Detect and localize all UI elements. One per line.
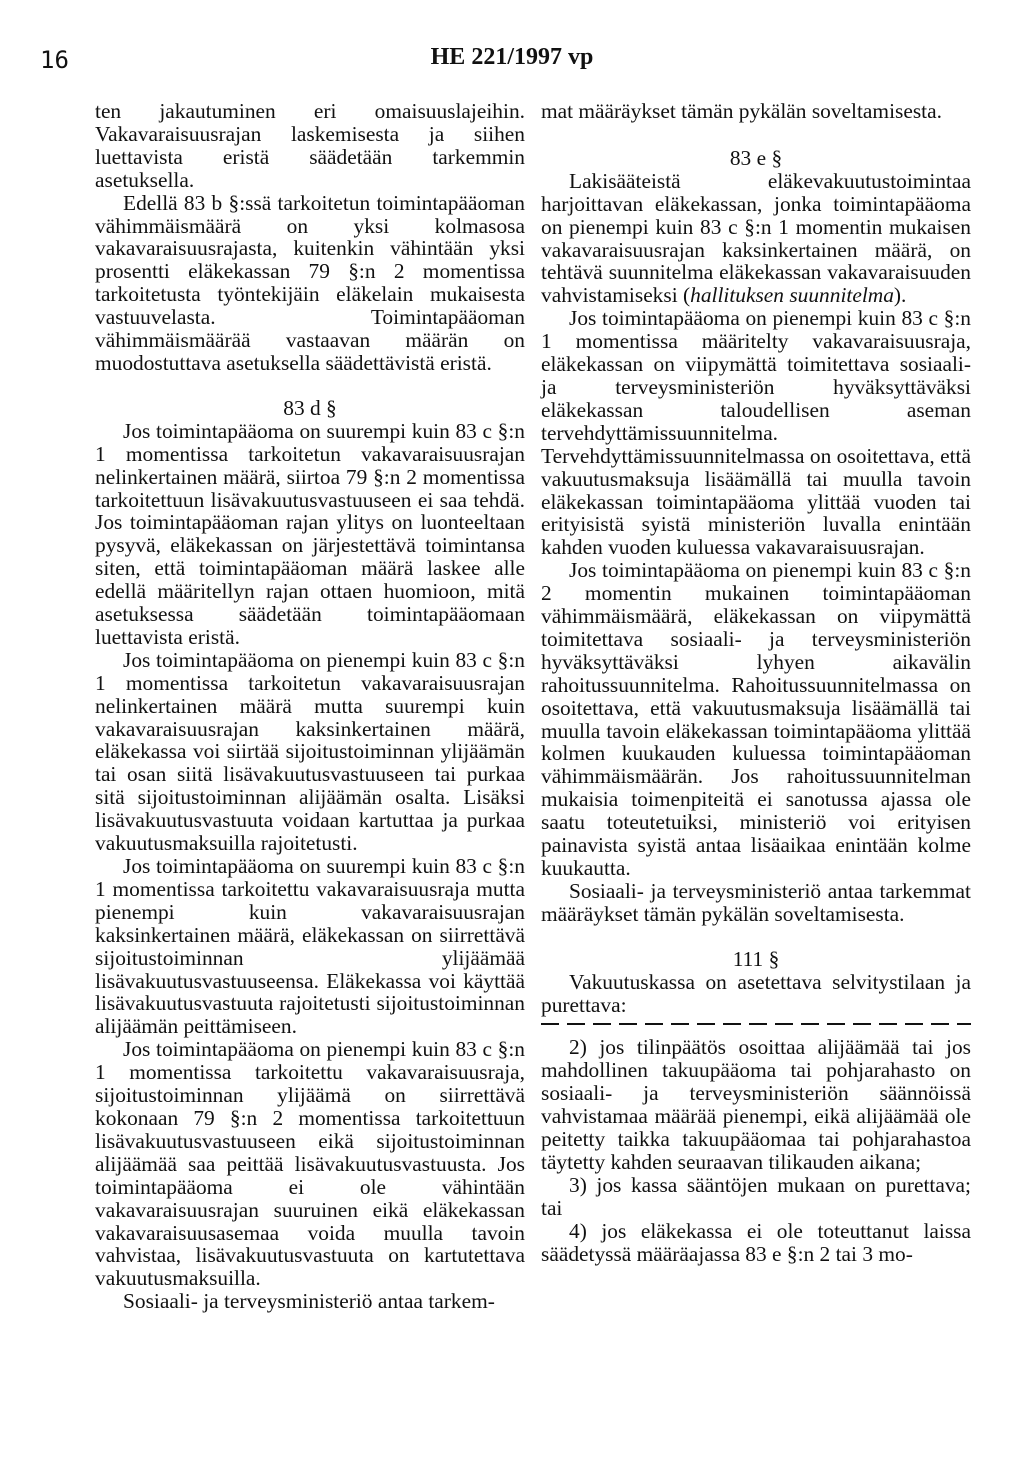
paragraph-text: Lakisääteistä eläkevakuutustoimintaa harjoittavan eläkekassan, jonka toimintapääoma on pienempi kuin 83 c §:n 1 momentin mukaisen vakavaraisuusrajan kaksinkertainen määrä, on tehtävä suunnitelma eläkekassan vakavaraisuuden vahvistamiseksi ( (541, 168, 971, 308)
omission-dash-line (541, 1019, 971, 1027)
paragraph: ten jakautuminen eri omaisuuslajeihin. Vakavaraisuusrajan laskemisesta ja siihen luettavista eristä säädetään tarkemmin asetuksella. (95, 99, 525, 192)
section-heading-83d: 83 d § (283, 395, 337, 420)
paragraph-text: ). (893, 283, 907, 308)
paragraph: Sosiaali- ja terveysministeriö antaa tarkemmat määräykset tämän pykälän soveltamisesta. (541, 878, 971, 926)
paragraph: Jos toimintapääoma on pienempi kuin 83 c §:n 1 momentissa määritelty vakavaraisuusraja, eläkekassan on viipymättä toimitettava sosiaali- ja terveysministeriön hyväksyttäväksi eläkekassan taloudellisen aseman tervehdyttämissuunnitelma. Tervehdyttämissuunnitelmassa on osoitettava, että vakuutusmaksuja lisäämällä tai muulla tavoin eläkekassan toimintapääoma ylittää vuoden tai erityisistä syistä ministeriön luvalla enintään kahden vuoden kuluessa vakavaraisuusrajan. (541, 306, 971, 560)
left-column (95, 100, 525, 1313)
paragraph (541, 170, 971, 307)
list-item: 2) jos tilinpäätös osoittaa alijäämää tai jos mahdollinen takuupääoma tai pohjarahasto on sosiaali- ja terveysministeriön säännöissä vahvistamaa määrää pienempi, eikä alijäämää ole peitetty taikka takuupääomaa tai pohjarahastoa täytetty kahden seuraavan tilikauden aikana; (541, 1035, 971, 1174)
italic-term: hallituksen suunnitelma (690, 283, 894, 308)
paragraph: Jos toimintapääoma on suurempi kuin 83 c §:n 1 momentissa tarkoitettu vakavaraisuusraja mutta pienempi kuin vakavaraisuusrajan kaksinkertainen määrä, eläkekassan on siirrettävä sijoitustoiminnan ylijäämää lisävakuutusvastuuseensa. Eläkekassa voi käyttää lisävakuutusvastuuta rajoitetusti sijoitustoiminnan alijäämän peittämiseen. (95, 854, 525, 1039)
paragraph: mat määräykset tämän pykälän soveltamisesta. (541, 99, 942, 123)
paragraph: Jos toimintapääoma on pienempi kuin 83 c §:n 1 momentissa tarkoitetun vakavaraisuusrajan nelinkertainen määrä mutta suurempi kuin vakavaraisuusrajan kaksinkertainen määrä, eläkekassa voi siirtää sijoitustoiminnan ylijäämän tai osan siitä lisävakuutusvastuuseen tai purkaa sitä sijoitustoiminnan alijäämän osalta. Lisäksi lisävakuutusvastuuta voidaan kartuttaa ja purkaa vakuutusmaksuilla rajoitetusti. (95, 647, 525, 856)
list-item: 3) jos kassa sääntöjen mukaan on purettava; tai (541, 1172, 971, 1220)
page-number: 16 (40, 46, 69, 74)
paragraph: Jos toimintapääoma on suurempi kuin 83 c §:n 1 momentissa tarkoitetun vakavaraisuusrajan nelinkertainen määrä, siirtoa 79 §:n 2 momentissa tarkoitettuun lisävakuutusvastuuseen ei saa tehdä. Jos toimintapääoman rajan ylitys on luonteeltaan pysyvä, eläkekassan on järjestettävä toimintansa siten, että toimintapääoman määrä laskee alle edellä määritellyn rajan ottaen huomioon, mitä asetuksessa säädetään toimintapääomaan luettavista eristä. (95, 418, 525, 649)
list-item: 4) jos eläkekassa ei ole toteuttanut laissa säädetyssä määräajassa 83 e §:n 2 tai 3 mo- (541, 1218, 971, 1266)
section-heading-111: 111 § (732, 946, 780, 971)
section-heading-83e: 83 e § (729, 145, 783, 170)
paragraph: Edellä 83 b §:ssä tarkoitetun toimintapääoman vähimmäismäärä on yksi kolmasosa vakavaraisuusrajasta, kuitenkin vähintään yksi prosentti eläkekassan 79 §:n 2 momentissa tarkoitetusta työntekijäin eläkelain mukaisesta vastuuvelasta. Toimintapääoman vähimmäismäärää vastaavan määrän on muodostuttava asetuksella säädettävistä eristä. (95, 190, 525, 375)
paragraph: Jos toimintapääoma on pienempi kuin 83 c §:n 2 momentin mukainen toimintapääoman vähimmäismäärä, eläkekassan on viipymättä toimitettava sosiaali- ja terveysministeriön hyväksyttäväksi lyhyen aikavälin rahoitussuunnitelma. Rahoitussuunnitelmassa on osoitettava, että vakuutusmaksuja lisäämällä tai muulla tavoin eläkekassan toimintapääoma ylittää kolmen kuukauden kuluessa toimintapääoman vähimmäismäärän. Jos rahoitussuunnitelman mukaisia toimenpiteitä ei sanotussa ajassa ole saatu toteutetuiksi, ministeriö voi erityisen painavista syistä antaa lisäaikaa enintään kolme kuukautta. (541, 558, 971, 880)
paragraph: Sosiaali- ja terveysministeriö antaa tarkem- (123, 1289, 495, 1314)
paragraph: Jos toimintapääoma on pienempi kuin 83 c §:n 1 momentissa tarkoitettu vakavaraisuusraja, sijoitustoiminnan ylijäämä on siirrettävä kokonaan 79 §:n 2 momentissa tarkoitettuun lisävakuutusvastuuseen eikä sijoitustoiminnan alijäämää saa peittää lisävakuutusvastuusta. Jos toimintapääoma ei ole vähintään vakavaraisuusrajan suuruinen eikä eläkekassan vakavaraisuusasemaa voida muulla tavoin vahvistaa, lisävakuutusvastuuta on kartutettava vakuutusmaksuilla. (95, 1037, 525, 1291)
paragraph: Vakuutuskassa on asetettava selvitystilaan ja purettava: (541, 969, 971, 1017)
running-head: HE 221/1997 vp (430, 44, 594, 70)
right-column (541, 100, 971, 1266)
